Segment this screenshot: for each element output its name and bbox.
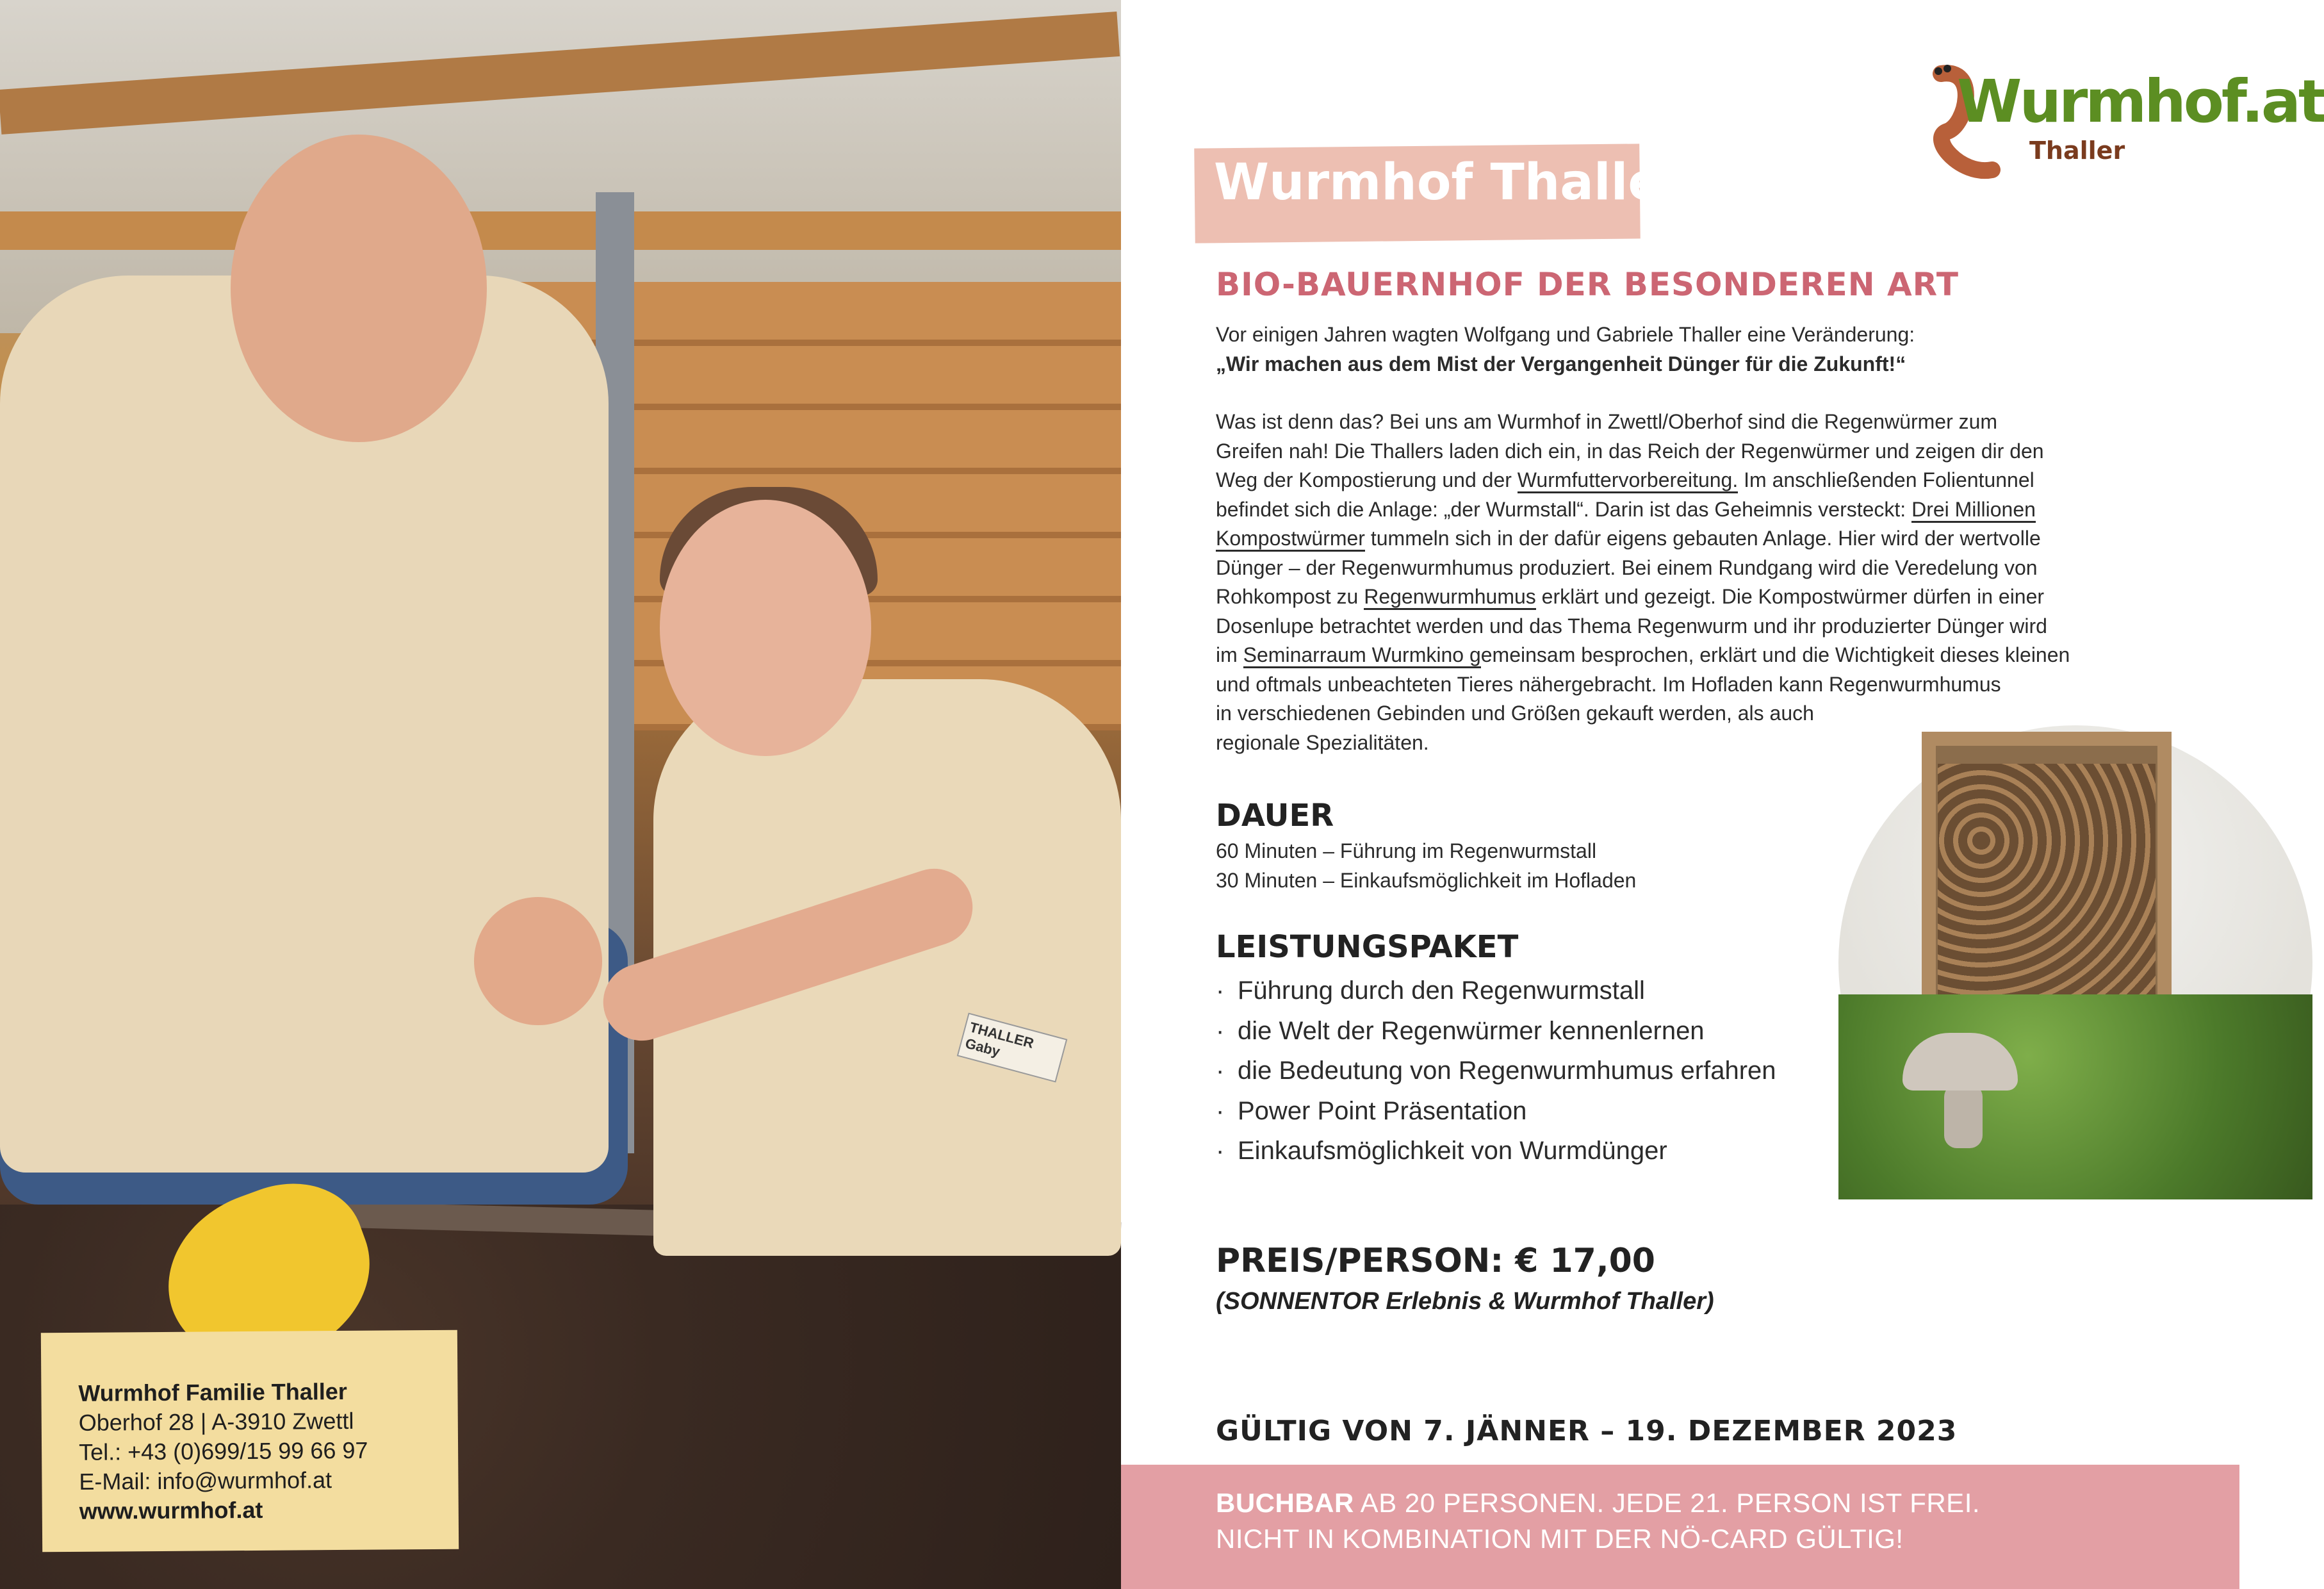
- bullet: ·: [1216, 1016, 1225, 1045]
- desc-line: regionale Spezialitäten.: [1216, 730, 1429, 754]
- bullet: ·: [1216, 1096, 1225, 1125]
- desc-line: Kompostwürmer tummeln sich in der dafür eigens gebauten Anlage. Hier wird der wertvolle: [1216, 524, 2151, 554]
- dauer-item: 30 Minuten – Einkaufsmöglichkeit im Hofladen: [1216, 869, 1637, 892]
- leistungspaket-list: [1216, 971, 1776, 1171]
- wurmhof-logo: [1922, 54, 2324, 183]
- contact-name: Wurmhof Familie Thaller: [78, 1378, 348, 1406]
- underlined-term: Wurmfuttervorbereitung.: [1518, 468, 1738, 493]
- photo-beam: [0, 211, 1121, 250]
- leistungspaket-heading: LEISTUNGSPAKET: [1216, 929, 1519, 965]
- desc-line: und oftmals unbeachteten Tieres nähergebracht. Im Hofladen kann Regenwurmhumus: [1216, 672, 2001, 696]
- photo-logs: [1938, 764, 2156, 1020]
- contact-note: [41, 1330, 459, 1552]
- desc-line: Weg der Kompostierung und der Wurmfuttervorbereitung. Im anschließenden Folientunnel: [1216, 466, 2151, 495]
- list-item: · Power Point Präsentation: [1216, 1091, 1776, 1132]
- dauer-item: 60 Minuten – Führung im Regenwurmstall: [1216, 839, 1597, 862]
- photo-plants: [1838, 994, 2312, 1199]
- booking-line: NICHT IN KOMBINATION MIT DER NÖ-CARD GÜLTIG!: [1216, 1524, 1904, 1554]
- dauer-heading: DAUER: [1216, 798, 1334, 834]
- underlined-term: Seminarraum Wurmkino g: [1243, 643, 1481, 668]
- dauer-list: [1216, 836, 1636, 895]
- desc-line: befindet sich die Anlage: „der Wurmstall“. Darin ist das Geheimnis versteckt: Drei Millionen: [1216, 495, 2151, 525]
- bullet: ·: [1216, 1137, 1225, 1165]
- contact-phone: Tel.: +43 (0)699/15 99 66 97: [78, 1437, 368, 1465]
- name-tag: THALLER Gaby: [957, 1012, 1068, 1082]
- subtitle: BIO-BAUERNHOF DER BESONDEREN ART: [1216, 266, 1960, 303]
- description: [1216, 320, 2151, 757]
- contact-email: E-Mail: info@wurmhof.at: [79, 1467, 332, 1495]
- contact-address: Oberhof 28 | A-3910 Zwettl: [78, 1407, 354, 1436]
- intro-line: Vor einigen Jahren wagten Wolfgang und Gabriele Thaller eine Veränderung:: [1216, 323, 1915, 346]
- booking-line: BUCHBAR AB 20 PERSONEN. JEDE 21. PERSON IST FREI.: [1216, 1488, 1981, 1518]
- underlined-term: Drei Millionen: [1911, 498, 2036, 523]
- page-title: Wurmhof Thaller: [1214, 154, 1687, 211]
- photo-woman-head: [660, 500, 871, 756]
- desc-line: Dünger – der Regenwurmhumus produziert. Bei einem Rundgang wird die Veredelung von: [1216, 556, 2038, 579]
- underlined-term: Regenwurmhumus: [1364, 585, 1536, 610]
- logo-wordmark: Wurmhof.at: [1957, 67, 2324, 136]
- desc-line: Dosenlupe betrachtet werden und das Thema Regenwurm und ihr produzierter Dünger wird: [1216, 614, 2047, 638]
- bullet: ·: [1216, 1057, 1225, 1085]
- logo-sub: Thaller: [2029, 136, 2125, 165]
- underlined-term: Kompostwürmer: [1216, 527, 1365, 552]
- booking-band: [1121, 1465, 2239, 1589]
- desc-line: Rohkompost zu Regenwurmhumus erklärt und gezeigt. Die Kompostwürmer dürfen in einer: [1216, 582, 2151, 612]
- bullet: ·: [1216, 976, 1225, 1005]
- photo-man-head: [231, 135, 487, 442]
- list-item: · Führung durch den Regenwurmstall: [1216, 971, 1776, 1011]
- list-item: · Einkaufsmöglichkeit von Wurmdünger: [1216, 1131, 1776, 1171]
- price-label: PREIS/PERSON: € 17,00: [1216, 1242, 1655, 1280]
- contact-website: www.wurmhof.at: [79, 1496, 263, 1524]
- insect-hotel-photo: [1838, 725, 2312, 1199]
- photo-mushroom-stem: [1944, 1084, 1983, 1148]
- list-item: · die Welt der Regenwürmer kennenlernen: [1216, 1011, 1776, 1051]
- desc-line: Greifen nah! Die Thallers laden dich ein, in das Reich der Regenwürmer und zeigen dir den: [1216, 439, 2044, 463]
- list-item: · die Bedeutung von Regenwurmhumus erfahren: [1216, 1051, 1776, 1091]
- validity: GÜLTIG VON 7. JÄNNER – 19. DEZEMBER 2023: [1216, 1415, 1958, 1447]
- intro-quote: „Wir machen aus dem Mist der Vergangenheit Dünger für die Zukunft!“: [1216, 352, 1906, 375]
- desc-line: in verschiedenen Gebinden und Größen gekauft werden, als auch: [1216, 702, 1814, 725]
- price-note: (SONNENTOR Erlebnis & Wurmhof Thaller): [1216, 1288, 1714, 1315]
- photo-man-hand: [474, 897, 602, 1025]
- desc-line: im Seminarraum Wurmkino gemeinsam besprochen, erklärt und die Wichtigkeit dieses kleinen: [1216, 641, 2151, 670]
- desc-line: Was ist denn das? Bei uns am Wurmhof in Zwettl/Oberhof sind die Regenwürmer zum: [1216, 410, 1998, 433]
